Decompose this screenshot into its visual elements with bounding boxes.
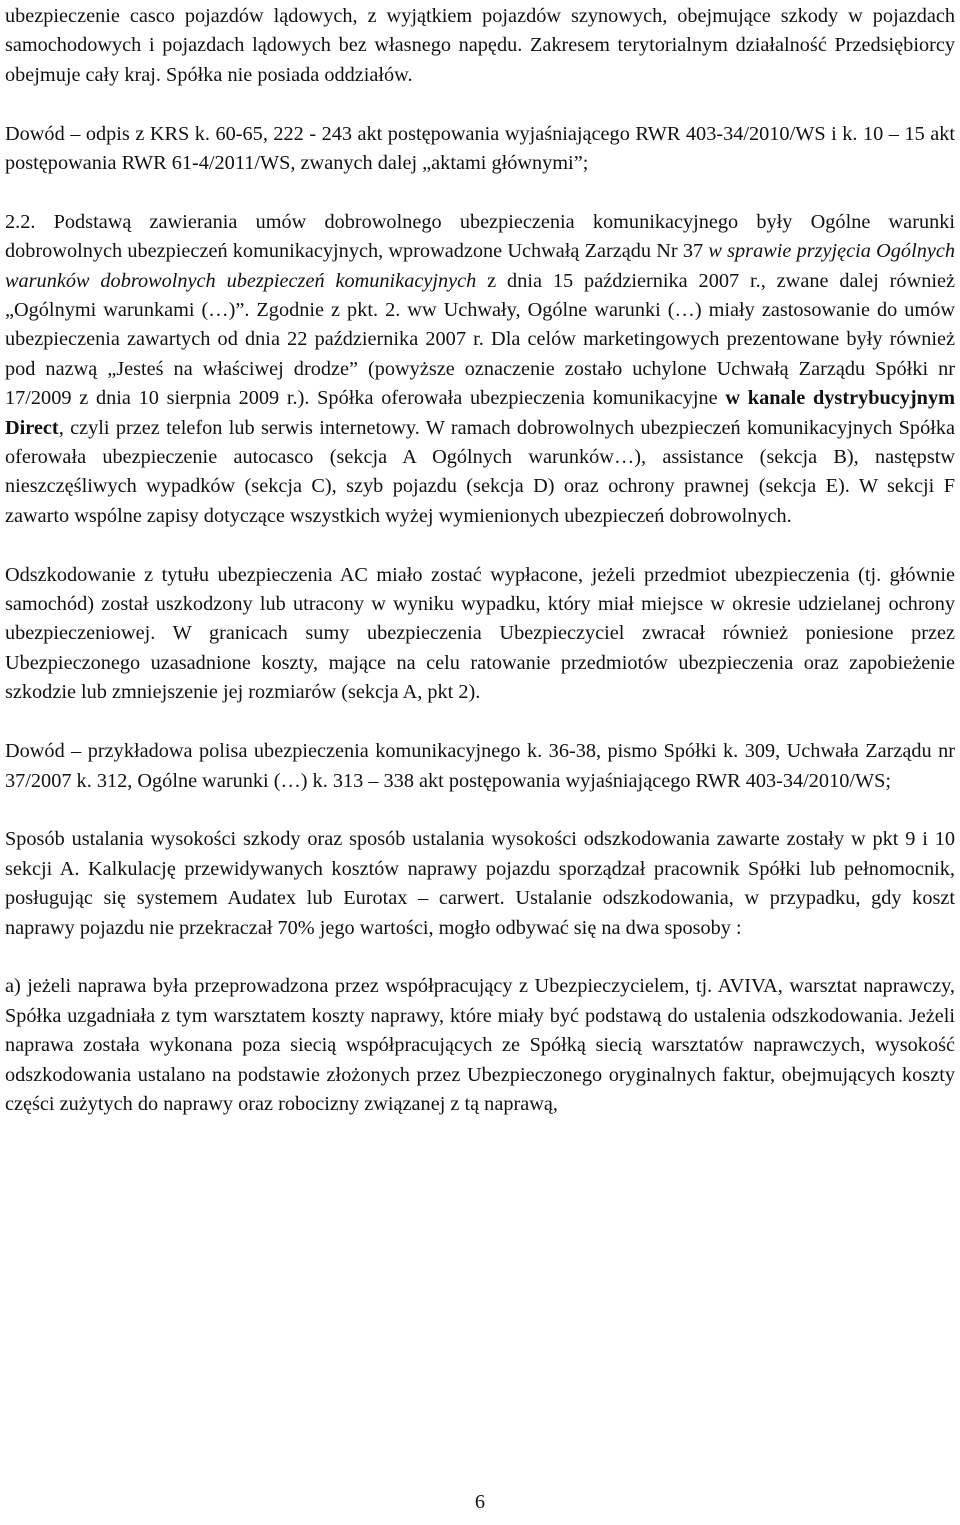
paragraph-damage-assessment: Sposób ustalania wysokości szkody oraz sposób ustalania wysokości odszkodowania zawarte zostały w pkt 9 i 10 sekcji A. Kalkulację przewidywanych kosztów naprawy pojazdu sporządzał pracownik Spółki lub pełnomocnik, posługując się systemem Audatex lub Eurotax – carwert. Ustalanie odszkodowania, w przypadku, gdy koszt naprawy pojazdu nie przekraczał 70% jego wartości, mogło odbywać się na dwa sposoby : bbox=[5, 828, 955, 939]
italic-resolution-title: w sprawie przyjęcia Ogólnych warunków dobrowolnych ubezpieczeń komunikacyjnych bbox=[5, 240, 955, 292]
paragraph-ac-compensation: Odszkodowanie z tytułu ubezpieczenia AC miało zostać wypłacone, jeżeli przedmiot ubezpieczenia (tj. głównie samochód) został uszkodzony lub utracony w wyniku wypadku, który miał miejsce w okresie udzielanej ochrony ubezpieczeniowej. W granicach sumy ubezpieczenia Ubezpieczyciel zwracał również poniesione przez Ubezpieczonego uzasadnione koszty, mające na celu ratowanie przedmiotów ubezpieczenia oraz zapobieżenie szkodzie lub zmniejszenie jej rozmiarów (sekcja A, pkt 2). bbox=[5, 563, 955, 704]
paragraph-gap bbox=[5, 90, 955, 119]
text-run: 2.2. Podstawą zawierania umów dobrowolnego ubezpieczenia komunikacyjnego były Ogólne warunki dobrowolnych ubezpieczeń komunikacyjnych, wprowadzone Uchwałą Zarządu Nr 37 bbox=[5, 210, 955, 263]
paragraph-gap bbox=[5, 531, 955, 560]
paragraph-evidence-policy: Dowód – przykładowa polisa ubezpieczenia komunikacyjnego k. 36-38, pismo Spółki k. 309, Uchwała Zarządu nr 37/2007 k. 312, Ogólne warunki (…) k. 313 – 338 akt postępowania wyjaśniającego RWR 403-34/2010/WS; bbox=[5, 740, 955, 792]
paragraph-section-2-2 bbox=[5, 208, 955, 531]
text-run: z dnia 15 października 2007 r., zwane dalej również „Ogólnymi warunkami (…)”. Zgodnie z pkt. 2. ww Uchwały, Ogólne warunki (…) miały zastosowanie do umów ubezpieczenia zawartych od dnia 22 października 2007 r. Dla celów marketingowych prezentowane były również pod nazwą „Jesteś na właściwej drodze” (powyższe oznaczenie zostało uchylone Uchwałą Zarządu Spółki nr 17/2009 z dnia 10 sierpnia 2009 r.). Spółka oferowała ubezpieczenia komunikacyjne bbox=[5, 269, 955, 410]
paragraph-method-a: a) jeżeli naprawa była przeprowadzona przez współpracujący z Ubezpieczycielem, tj. AVIVA, warsztat naprawczy, Spółka uzgadniała z tym warsztatem koszty naprawy, które miały być podstawą do ustalenia odszkodowania. Jeżeli naprawa została wykonana poza siecią współpracujących ze Spółką siecią warsztatów naprawczych, wysokość odszkodowania ustalano na podstawie złożonych przez Ubezpieczonego oryginalnych faktur, obejmujących koszty części zużytych do naprawy oraz robocizny związanej z tą naprawą, bbox=[5, 975, 955, 1115]
text-run: , czyli przez telefon lub serwis internetowy. W ramach dobrowolnych ubezpieczeń komunikacyjnych Spółka oferowała ubezpieczenie autocasco (sekcja A Ogólnych warunków…), assistance (sekcja B), następstw nieszczęśliwych wypadków (sekcja C), szyb pojazdu (sekcja D) oraz ochrony prawnej (sekcja E). W sekcji F zawarto wspólne zapisy dotyczące wszystkich wyżej wymienionych ubezpieczeń dobrowolnych. bbox=[5, 416, 955, 527]
paragraph-gap bbox=[5, 708, 955, 737]
paragraph-gap bbox=[5, 943, 955, 972]
paragraph-gap bbox=[5, 796, 955, 825]
page-number: 6 bbox=[474, 1491, 486, 1513]
document-page bbox=[5, 2, 955, 1119]
paragraph-evidence-krs: Dowód – odpis z KRS k. 60-65, 222 - 243 akt postępowania wyjaśniającego RWR 403-34/2010/WS i k. 10 – 15 akt postępowania RWR 61-4/2011/WS, zwanych dalej „aktami głównymi”; bbox=[5, 122, 955, 175]
paragraph-scope: ubezpieczenie casco pojazdów lądowych, z wyjątkiem pojazdów szynowych, obejmujące szkody w pojazdach samochodowych i pojazdach lądowych bez własnego napędu. Zakresem terytorialnym działalność Przedsiębiorcy obejmuje cały kraj. Spółka nie posiada oddziałów. bbox=[5, 5, 955, 86]
paragraph-gap bbox=[5, 178, 955, 207]
bold-distribution-channel: w kanale dystrybucyjnym Direct bbox=[5, 387, 955, 439]
